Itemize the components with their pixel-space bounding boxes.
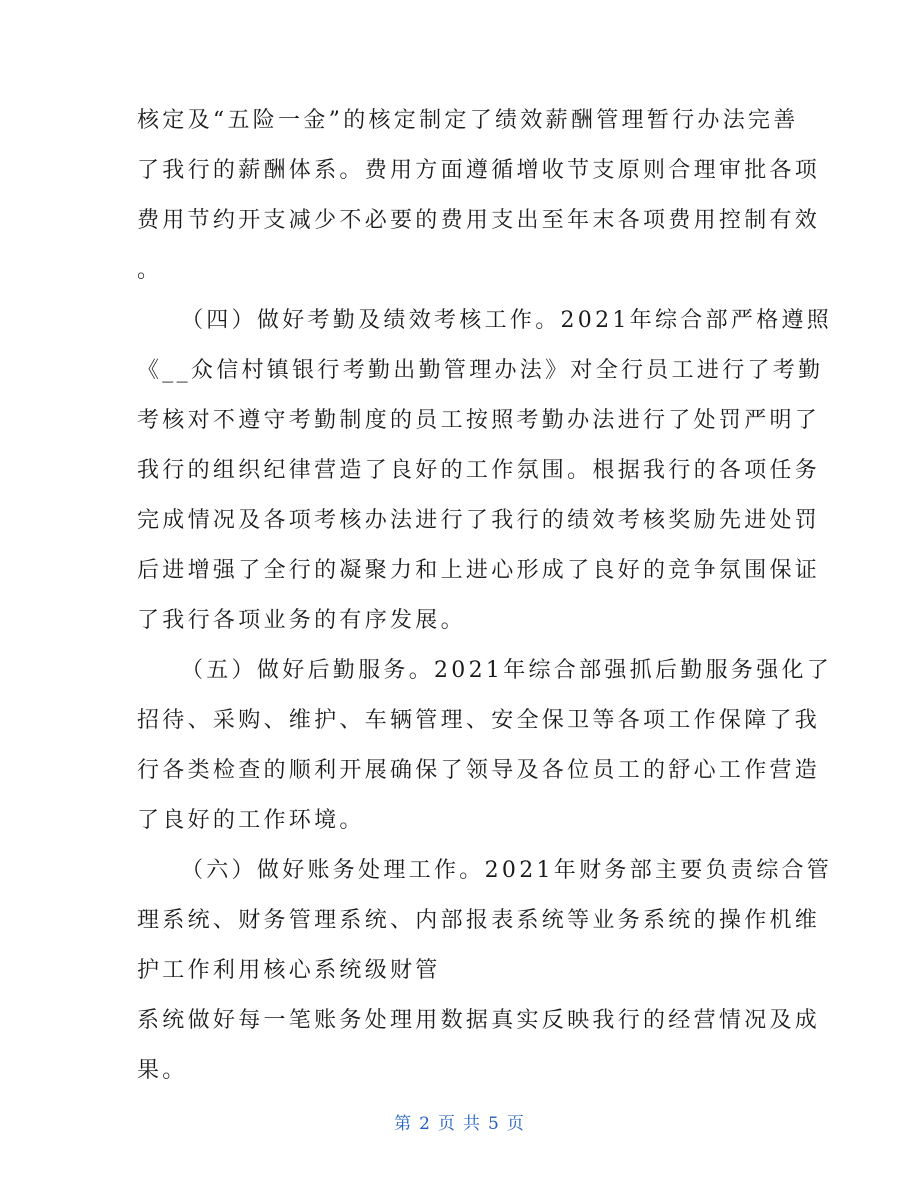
footer-prefix: 第 xyxy=(394,1114,414,1134)
paragraph-line: 护工作利用核心系统级财管 xyxy=(137,958,441,983)
paragraph-line: 招待、采购、维护、车辆管理、安全保卫等各项工作保障了我 xyxy=(137,708,821,733)
paragraph-line: 。 xyxy=(137,258,163,283)
current-page-number: 2 xyxy=(419,1114,432,1134)
paragraph-line: 了良好的工作环境。 xyxy=(137,808,365,833)
paragraph-line: 果。 xyxy=(137,1058,188,1083)
section-six-heading-line: （六）做好账务处理工作。2021年财务部主要负责综合管 xyxy=(181,858,833,883)
paragraph-line: 理系统、财务管理系统、内部报表系统等业务系统的操作机维 xyxy=(137,908,821,933)
paragraph-line: 了我行的薪酬体系。费用方面遵循增收节支原则合理审批各项 xyxy=(137,158,821,183)
paragraph-line: 行各类检查的顺利开展确保了领导及各位员工的舒心工作营造 xyxy=(137,758,821,783)
total-page-number: 5 xyxy=(488,1114,501,1134)
paragraph-line: 系统做好每一笔账务处理用数据真实反映我行的经营情况及成 xyxy=(137,1008,821,1033)
page-number-footer xyxy=(0,1112,920,1136)
paragraph-line: 核定及“五险一金”的核定制定了绩效薪酬管理暂行办法完善 xyxy=(137,108,799,133)
footer-page-label: 页 xyxy=(438,1114,457,1134)
paragraph-line: 考核对不遵守考勤制度的员工按照考勤办法进行了处罚严明了 xyxy=(137,408,821,433)
paragraph-line: 费用节约开支减少不必要的费用支出至年末各项费用控制有效 xyxy=(137,208,821,233)
section-five-heading-line: （五）做好后勤服务。2021年综合部强抓后勤服务强化了 xyxy=(181,658,833,683)
paragraph-line: 我行的组织纪律营造了良好的工作氛围。根据我行的各项任务 xyxy=(137,458,821,483)
paragraph-line: 了我行各项业务的有序发展。 xyxy=(137,608,466,633)
paragraph-line: 完成情况及各项考核办法进行了我行的绩效考核奖励先进处罚 xyxy=(137,508,821,533)
paragraph-line: 《__众信村镇银行考勤出勤管理办法》对全行员工进行了考勤 xyxy=(137,358,824,383)
paragraph-line: 后进增强了全行的凝聚力和上进心形成了良好的竞争氛围保证 xyxy=(137,558,821,583)
section-four-heading-line: （四）做好考勤及绩效考核工作。2021年综合部严格遵照 xyxy=(181,308,833,333)
footer-total-prefix: 共 xyxy=(463,1114,482,1134)
footer-total-label: 页 xyxy=(506,1114,526,1134)
